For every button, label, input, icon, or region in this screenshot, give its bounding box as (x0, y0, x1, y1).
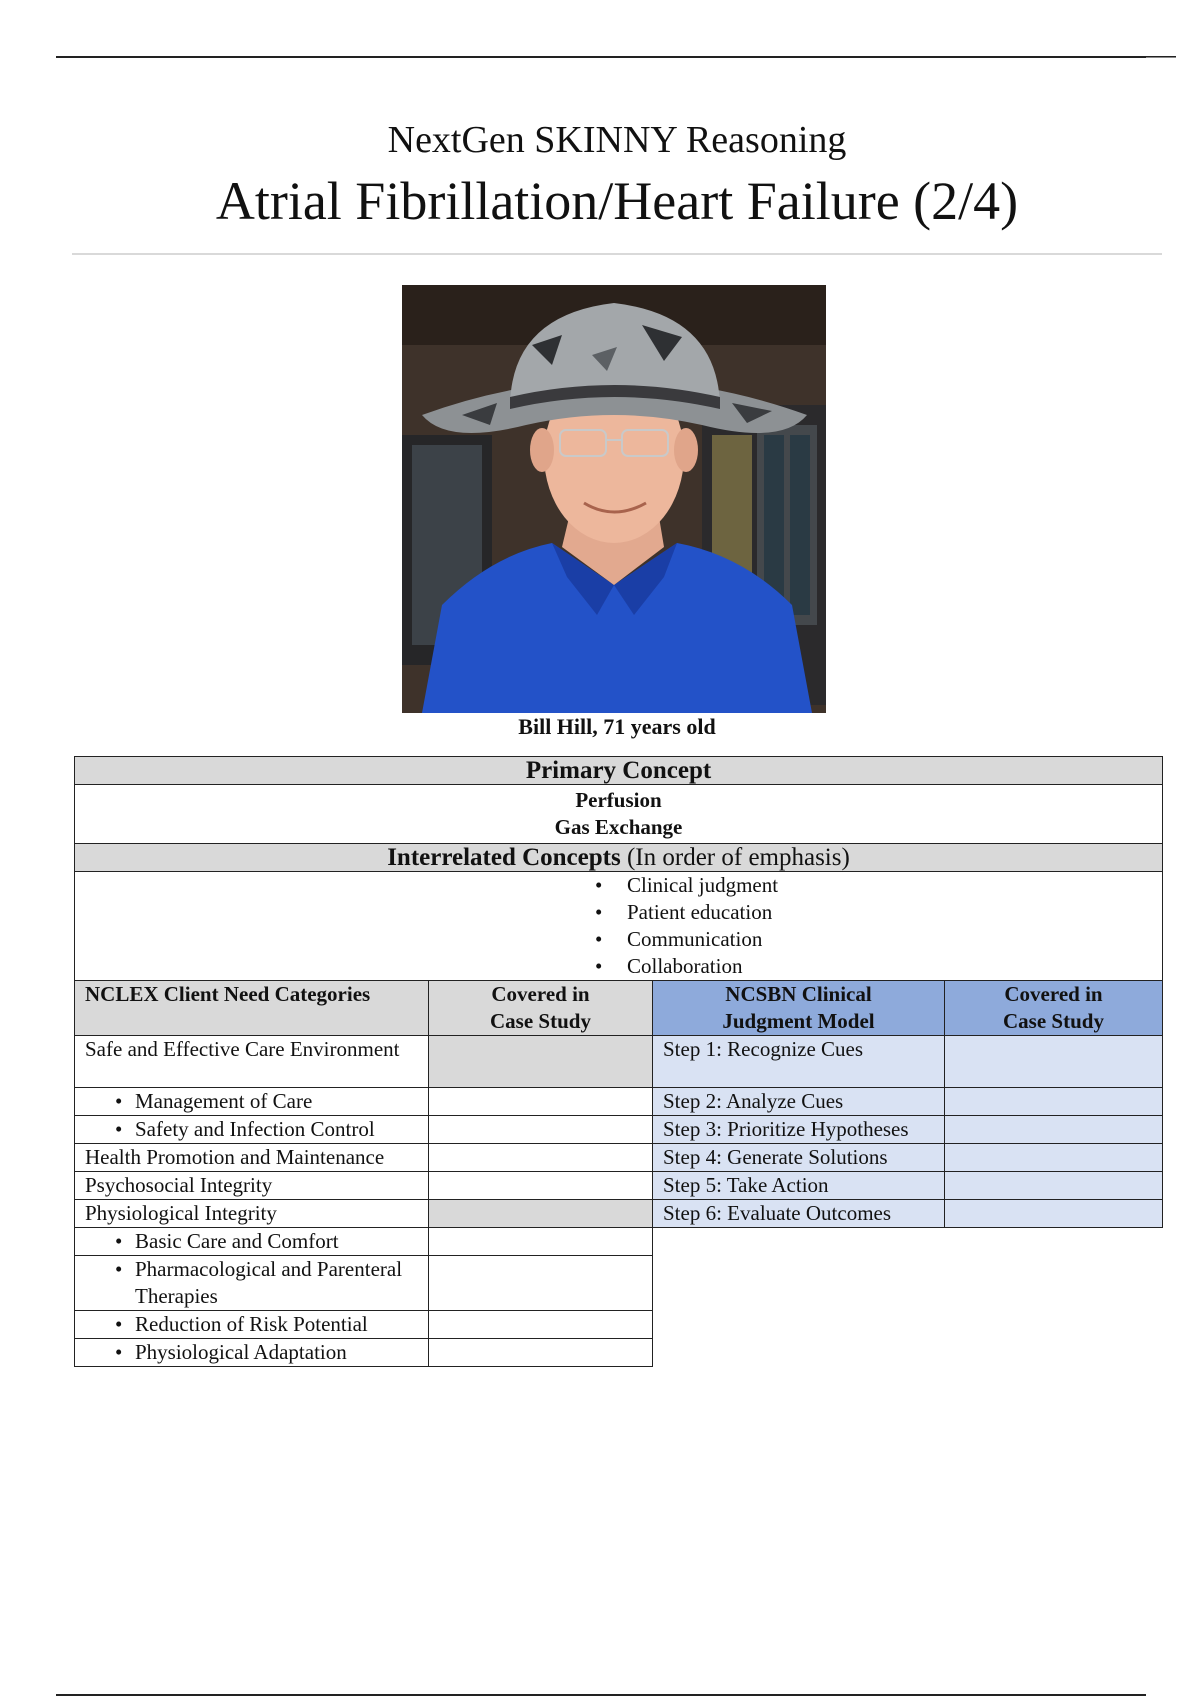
ncsbn-covered-cell[interactable] (945, 1088, 1163, 1116)
ncsbn-step: Step 3: Prioritize Hypotheses (653, 1116, 945, 1144)
ncsbn-covered-cell[interactable] (945, 1200, 1163, 1228)
nclex-category: Health Promotion and Maintenance (75, 1144, 429, 1172)
nclex-covered-header-line2: Case Study (490, 1009, 591, 1033)
nclex-covered-cell[interactable] (429, 1339, 653, 1367)
nclex-covered-cell[interactable] (429, 1228, 653, 1256)
nclex-category (75, 1228, 429, 1256)
patient-photo (402, 285, 826, 713)
ncsbn-header-line1: NCSBN Clinical (725, 982, 872, 1006)
ncsbn-step: Step 2: Analyze Cues (653, 1088, 945, 1116)
primary-concept-item: Perfusion (575, 788, 662, 812)
nclex-subcategory: • Basic Care and Comfort (85, 1228, 418, 1255)
nclex-covered-header-line1: Covered in (491, 982, 590, 1006)
ncsbn-covered-cell[interactable] (945, 1172, 1163, 1200)
nclex-category: Psychosocial Integrity (75, 1172, 429, 1200)
nclex-subcategory: • Reduction of Risk Potential (85, 1311, 418, 1338)
document-title: Atrial Fibrillation/Heart Failure (2/4) (215, 171, 1019, 231)
ncsbn-header-line2: Judgment Model (722, 1009, 875, 1033)
interrelated-heading-note: (In order of emphasis) (620, 844, 850, 871)
nclex-category: Physiological Integrity (75, 1200, 429, 1228)
nclex-covered-cell[interactable] (429, 1200, 653, 1228)
ncsbn-covered-header-line1: Covered in (1004, 982, 1103, 1006)
nclex-covered-cell[interactable] (429, 1088, 653, 1116)
nclex-covered-cell[interactable] (429, 1256, 653, 1311)
title-divider (72, 253, 1162, 255)
nclex-subcategory: • Physiological Adaptation (85, 1339, 418, 1366)
ncsbn-covered-cell[interactable] (945, 1036, 1163, 1088)
ncsbn-step: Step 1: Recognize Cues (653, 1036, 945, 1088)
nclex-category: Safe and Effective Care Environment (75, 1036, 429, 1088)
ncsbn-covered-header-line2: Case Study (1003, 1009, 1104, 1033)
nclex-category (75, 1311, 429, 1339)
ncsbn-covered-cell[interactable] (945, 1144, 1163, 1172)
ncsbn-covered-header (945, 981, 1163, 1036)
top-rule (56, 56, 1176, 58)
interrelated-concept-item: • Communication (587, 926, 1152, 953)
ncsbn-step: Step 4: Generate Solutions (653, 1144, 945, 1172)
nclex-covered-cell[interactable] (429, 1116, 653, 1144)
interrelated-concept-item: • Collaboration (587, 953, 1152, 980)
ncsbn-header (653, 981, 945, 1036)
nclex-header: NCLEX Client Need Categories (75, 981, 429, 1036)
empty-area (653, 1228, 1163, 1367)
nclex-covered-header (429, 981, 653, 1036)
ncsbn-step: Step 6: Evaluate Outcomes (653, 1200, 945, 1228)
nclex-category (75, 1116, 429, 1144)
bottom-rule (56, 1694, 1146, 1696)
nclex-subcategory: • Management of Care (85, 1088, 418, 1115)
interrelated-concept-item: • Patient education (587, 899, 1152, 926)
interrelated-concepts-list (75, 872, 1163, 981)
nclex-covered-cell[interactable] (429, 1172, 653, 1200)
nclex-subcategory: • Pharmacological and Parenteral Therapies (85, 1256, 418, 1310)
nclex-covered-cell[interactable] (429, 1144, 653, 1172)
interrelated-concept-item: • Clinical judgment (587, 872, 1152, 899)
nclex-covered-cell[interactable] (429, 1311, 653, 1339)
top-rule-tail (1146, 57, 1176, 58)
nclex-category (75, 1339, 429, 1367)
nclex-category (75, 1088, 429, 1116)
nclex-subcategory: • Safety and Infection Control (85, 1116, 418, 1143)
nclex-category (75, 1256, 429, 1311)
nclex-covered-cell[interactable] (429, 1036, 653, 1088)
concept-table (74, 756, 1163, 1367)
primary-concept-heading: Primary Concept (75, 757, 1163, 785)
ncsbn-step: Step 5: Take Action (653, 1172, 945, 1200)
document-subtitle: NextGen SKINNY Reasoning (387, 119, 847, 161)
interrelated-heading-text: Interrelated Concepts (387, 844, 621, 871)
patient-caption: Bill Hill, 71 years old (518, 714, 716, 739)
primary-concept-list (75, 785, 1163, 844)
ncsbn-covered-cell[interactable] (945, 1116, 1163, 1144)
primary-concept-item: Gas Exchange (554, 815, 683, 839)
interrelated-concepts-heading (75, 844, 1163, 872)
